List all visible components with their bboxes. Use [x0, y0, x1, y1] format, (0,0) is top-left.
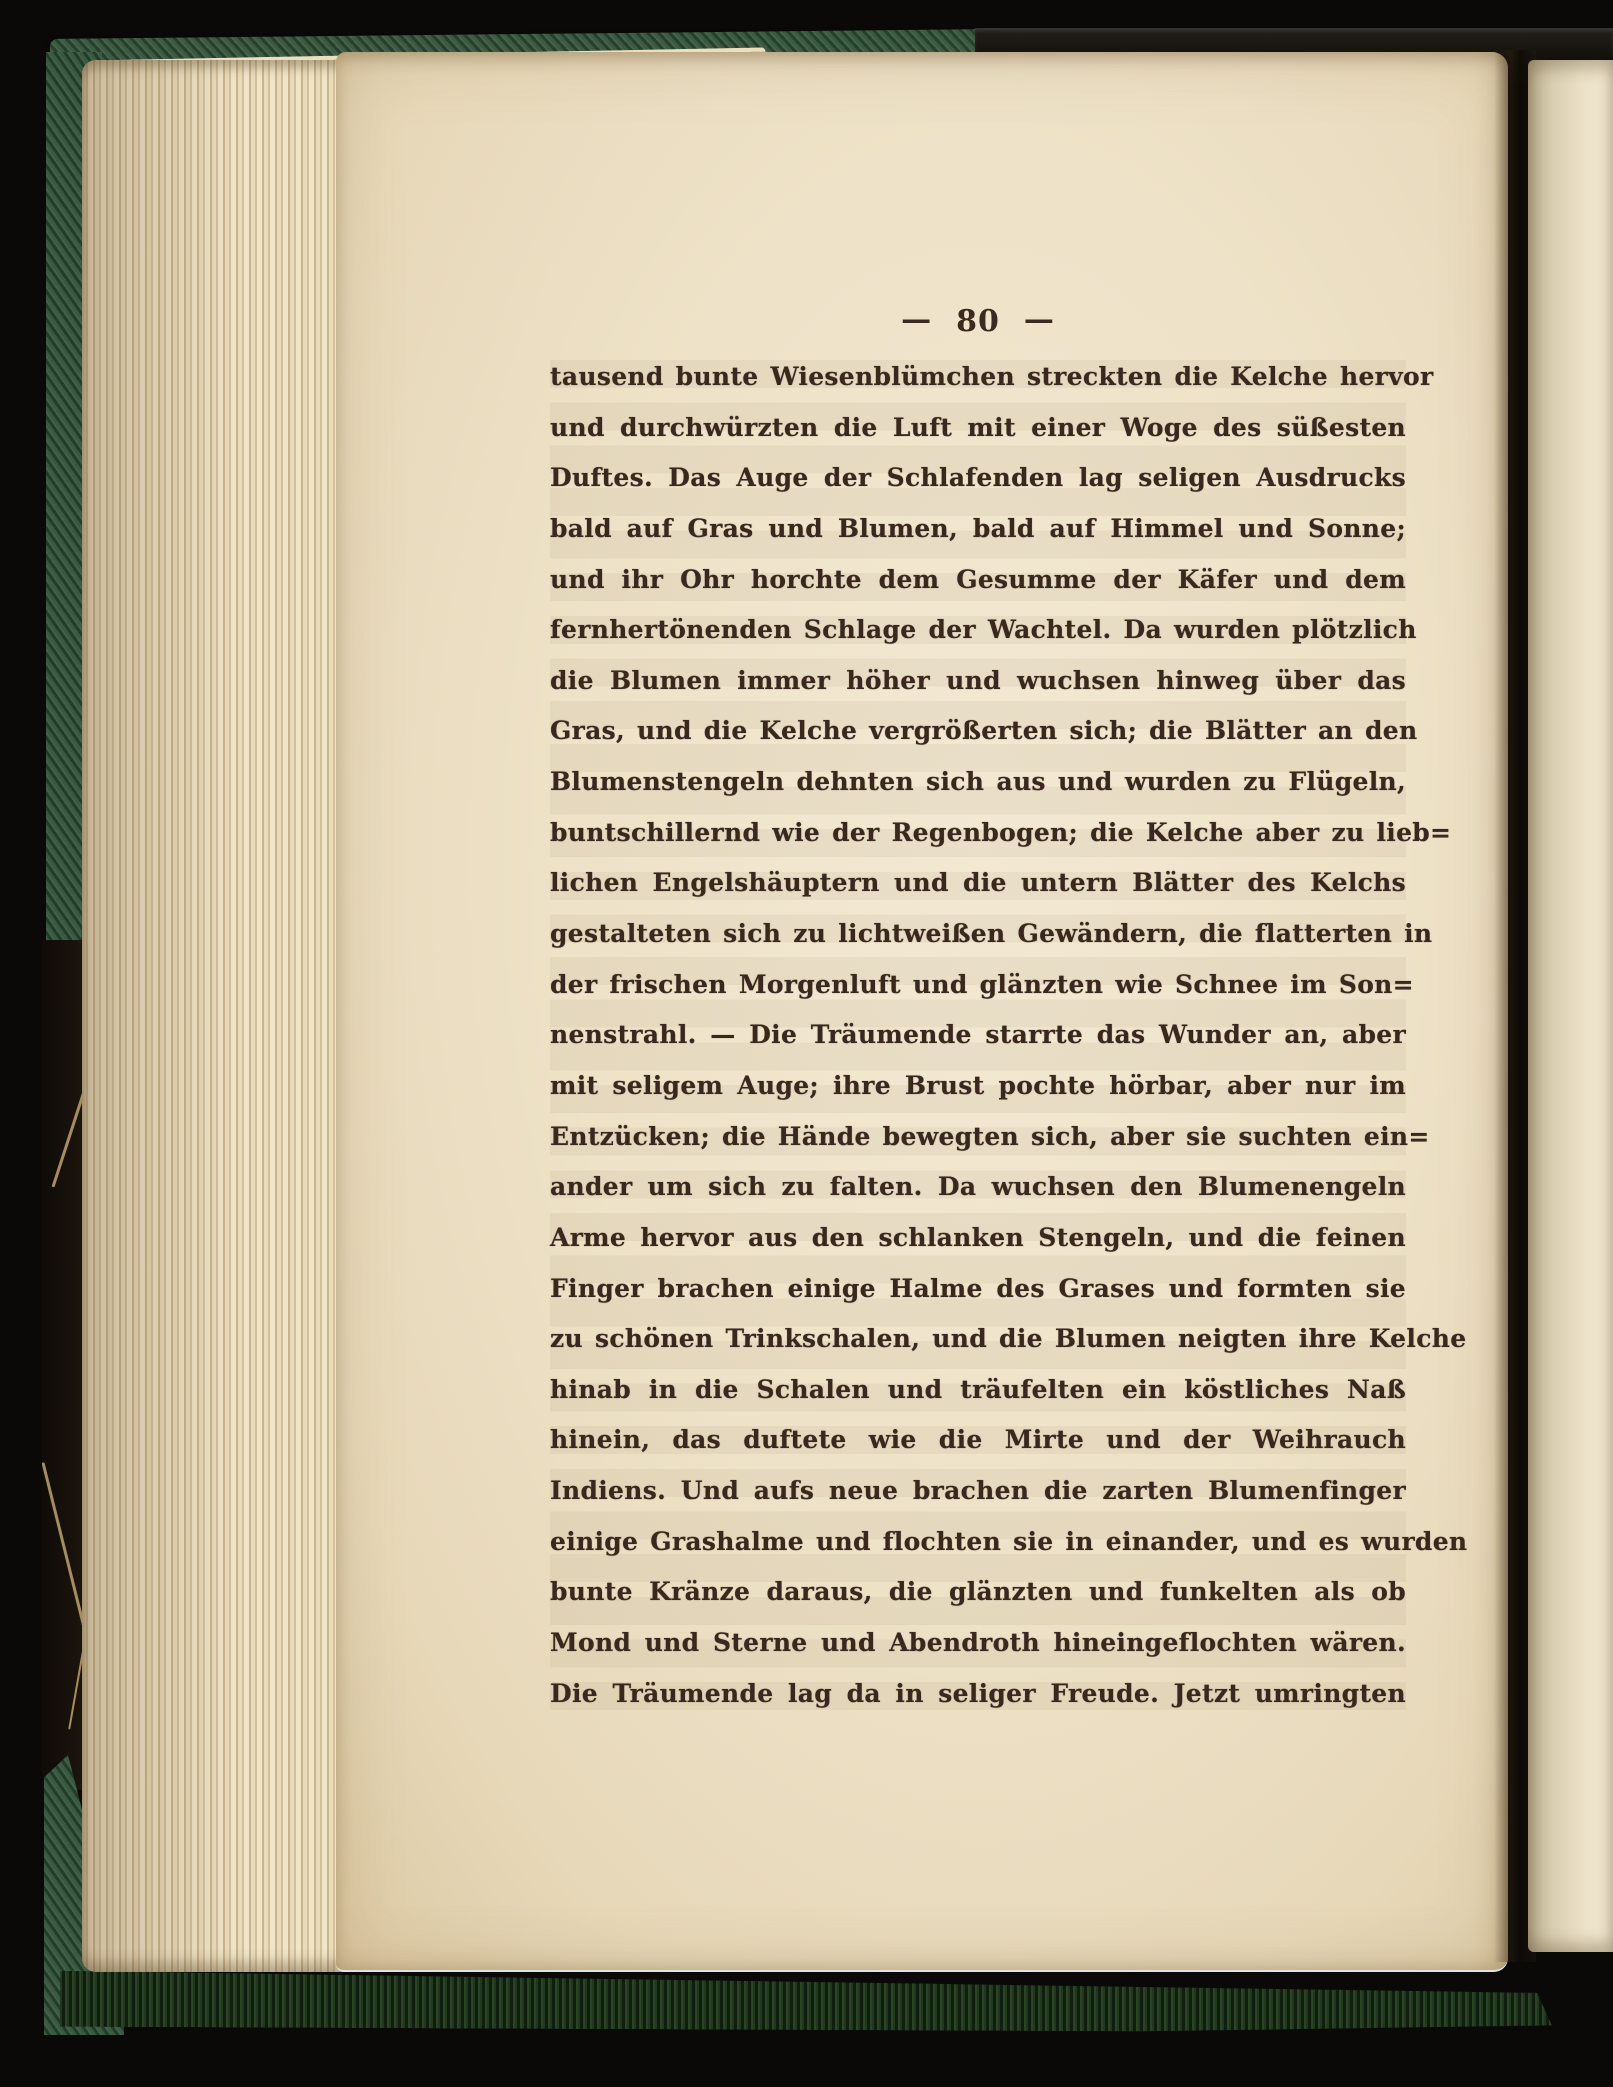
- text-line: die Blumen immer höher und wuchsen hinweg über das: [550, 665, 1406, 695]
- text-line: zu schönen Trinkschalen, und die Blumen neigten ihre Kelche: [550, 1324, 1467, 1354]
- header-dash-right: —: [1023, 302, 1055, 337]
- book-page: [336, 52, 1508, 1972]
- text-line: ander um sich zu falten. Da wuchsen den Blumenengeln: [550, 1172, 1406, 1202]
- text-line: nenstrahl. — Die Träumende starrte das Wunder an, aber: [550, 1020, 1406, 1050]
- text-line: tausend bunte Wiesenblümchen streckten die Kelche hervor: [550, 362, 1434, 391]
- text-line: Arme hervor aus den schlanken Stengeln, und die feinen: [550, 1222, 1406, 1252]
- text-line: Die Träumende lag da in seliger Freude. Jetzt umringten: [550, 1678, 1406, 1708]
- text-line: Gras, und die Kelche vergrößerten sich; die Blätter an den: [550, 716, 1418, 746]
- text-line: Mond und Sterne und Abendroth hineingeflochten wären.: [550, 1628, 1406, 1658]
- page-header: [550, 304, 1406, 339]
- text-line: Blumenstengeln dehnten sich aus und wurden zu Flügeln,: [550, 767, 1406, 797]
- text-line: gestalteten sich zu lichtweißen Gewändern, die flatterten in: [550, 919, 1433, 949]
- text-line: fernhertönenden Schlage der Wachtel. Da wurden plötzlich: [550, 615, 1417, 645]
- text-line: lichen Engelshäuptern und die untern Blätter des Kelchs: [550, 868, 1406, 898]
- text-line: und ihr Ohr horchte dem Gesumme der Käfer und dem: [550, 564, 1406, 594]
- text-line: hinein, das duftete wie die Mirte und der Weihrauch: [550, 1425, 1406, 1455]
- text-line: bald auf Gras und Blumen, bald auf Himmel und Sonne;: [550, 513, 1406, 543]
- text-block: [550, 352, 1468, 1719]
- text-line: einige Grashalme und flochten sie in einander, und es wurden: [550, 1526, 1468, 1556]
- header-dash-left: —: [901, 302, 933, 337]
- text-line: Entzücken; die Hände bewegten sich, aber sie suchten ein=: [550, 1121, 1430, 1151]
- text-line: bunte Kränze daraus, die glänzten und funkelten als ob: [550, 1577, 1406, 1607]
- book-cover-bottom-edge: [60, 1971, 1552, 2034]
- text-line: mit seligem Auge; ihre Brust pochte hörbar, aber nur im: [550, 1070, 1406, 1100]
- text-line: Indiens. Und aufs neue brachen die zarten Blumenfinger: [550, 1476, 1406, 1506]
- text-line: hinab in die Schalen und träufelten ein köstliches Naß: [550, 1374, 1406, 1404]
- text-line: Duftes. Das Auge der Schlafenden lag seligen Ausdrucks: [550, 463, 1406, 493]
- text-line: buntschillernd wie der Regenbogen; die Kelche aber zu lieb=: [550, 817, 1452, 847]
- page-number: 80: [956, 304, 1000, 339]
- marble-vein: [42, 1462, 86, 1628]
- next-page-sliver: [1528, 60, 1613, 1952]
- text-line: der frischen Morgenluft und glänzten wie Schnee im Son=: [550, 969, 1414, 999]
- text-line: Finger brachen einige Halme des Grases und formten sie: [550, 1273, 1406, 1303]
- page-stack-fore-edges: [82, 60, 372, 1972]
- text-line: und durchwürzten die Luft mit einer Woge des süßesten: [550, 412, 1406, 442]
